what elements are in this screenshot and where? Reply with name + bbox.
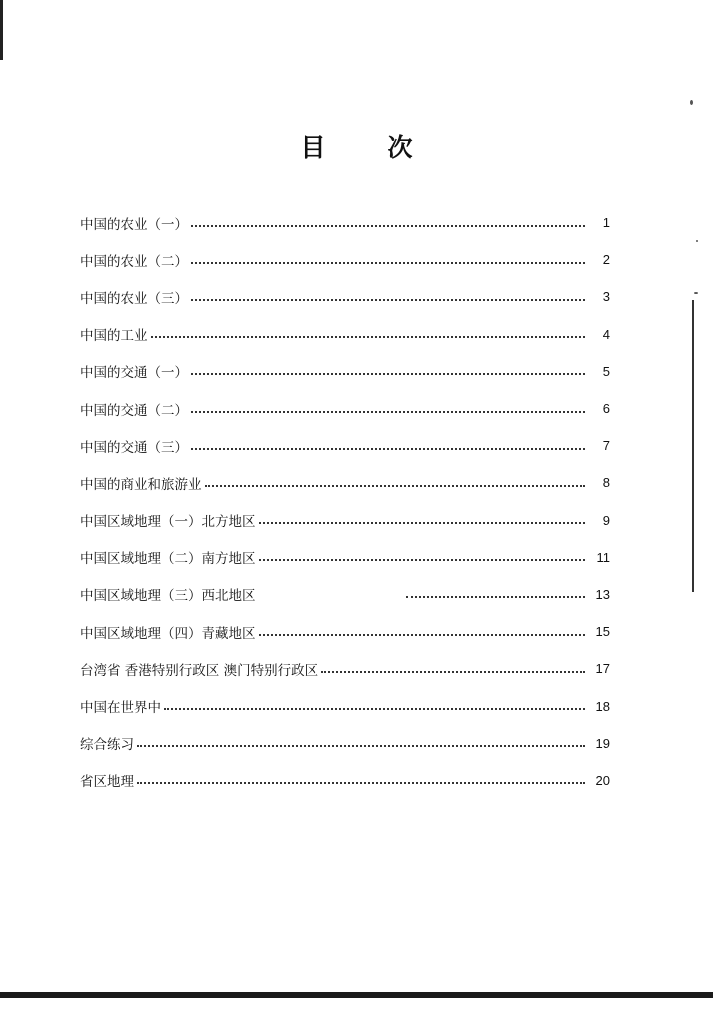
toc-entry-title: 台湾省 香港特别行政区 澳门特别行政区	[80, 662, 319, 679]
toc-entry-title: 综合练习	[80, 737, 134, 754]
toc-entry-title: 中国的农业（三）	[80, 290, 188, 307]
toc-leader-dots	[191, 402, 585, 416]
toc-entry	[80, 241, 610, 278]
scan-speck	[690, 100, 693, 105]
toc-leader-dots	[137, 773, 585, 787]
title-char-1: 目	[300, 133, 326, 162]
toc-entry-title: 中国的工业	[80, 328, 148, 345]
toc-entry-page: 18	[595, 698, 610, 714]
toc-entry	[80, 316, 610, 353]
toc-entry-title: 中国的商业和旅游业	[80, 476, 202, 493]
toc-entry	[80, 390, 610, 427]
toc-entry-page: 2	[602, 252, 610, 268]
toc-entry-title: 中国的农业（二）	[80, 253, 188, 270]
scan-speck	[694, 292, 698, 294]
toc-entry-page: 20	[595, 772, 610, 788]
toc-entry-page: 13	[595, 586, 610, 602]
toc-entry	[80, 502, 610, 539]
toc-entry-page: 19	[595, 735, 610, 751]
toc-entry	[80, 762, 610, 799]
toc-entry-page: 5	[602, 363, 610, 379]
toc-entry-title: 中国区域地理（三）西北地区	[80, 588, 256, 605]
toc-entry-page: 17	[595, 661, 610, 677]
toc-entry-page: 15	[595, 624, 610, 640]
toc-entry-title: 中国的交通（一）	[80, 365, 188, 382]
toc-leader-dots	[191, 216, 585, 230]
scan-edge-right	[692, 300, 694, 592]
toc-entry	[80, 204, 610, 241]
toc-entry-title: 中国区域地理（四）青藏地区	[80, 625, 256, 642]
toc-leader-dots	[191, 364, 585, 378]
scan-bottom-border	[0, 992, 713, 998]
toc-leader-dots	[321, 662, 585, 676]
toc-entry-page: 7	[602, 438, 610, 454]
toc-entry-page: 4	[602, 326, 610, 342]
toc-entry	[80, 427, 610, 464]
toc-entry	[80, 576, 610, 613]
scan-edge-left	[0, 0, 3, 60]
toc-leader-dots	[191, 439, 585, 453]
toc-entry-title: 中国的交通（二）	[80, 402, 188, 419]
toc-entry	[80, 650, 610, 687]
toc-entry-page: 3	[602, 289, 610, 305]
toc-entry-page: 1	[602, 215, 610, 231]
toc-leader-dots	[205, 476, 586, 490]
toc-entry-title: 中国在世界中	[80, 700, 161, 717]
toc-entry-title: 中国区域地理（一）北方地区	[80, 514, 256, 531]
toc-leader-dots	[259, 625, 586, 639]
toc-leader-dots	[191, 290, 585, 304]
toc-entry	[80, 353, 610, 390]
toc-entry	[80, 539, 610, 576]
toc-entry-page: 9	[602, 512, 610, 528]
toc-leader-dots	[259, 513, 586, 527]
toc-entry-title: 省区地理	[80, 774, 134, 791]
toc-entry-title: 中国的农业（一）	[80, 216, 188, 233]
title-char-2: 次	[387, 133, 413, 162]
toc-leader-dots	[406, 587, 586, 601]
toc-entry	[80, 464, 610, 501]
table-of-contents	[80, 204, 610, 799]
toc-entry	[80, 613, 610, 650]
toc-entry-title: 中国区域地理（二）南方地区	[80, 551, 256, 568]
toc-leader-dots	[151, 327, 586, 341]
scan-speck	[696, 240, 698, 242]
toc-entry-title: 中国的交通（三）	[80, 439, 188, 456]
toc-leader-dots	[191, 253, 585, 267]
toc-entry-page: 11	[596, 549, 610, 565]
toc-entry	[80, 278, 610, 315]
toc-entry	[80, 725, 610, 762]
toc-entry-page: 8	[602, 475, 610, 491]
toc-entry-page: 6	[602, 401, 610, 417]
toc-leader-dots	[137, 736, 585, 750]
toc-leader-dots	[259, 550, 586, 564]
toc-leader-dots	[164, 699, 585, 713]
page-title	[0, 128, 713, 164]
toc-entry	[80, 687, 610, 724]
